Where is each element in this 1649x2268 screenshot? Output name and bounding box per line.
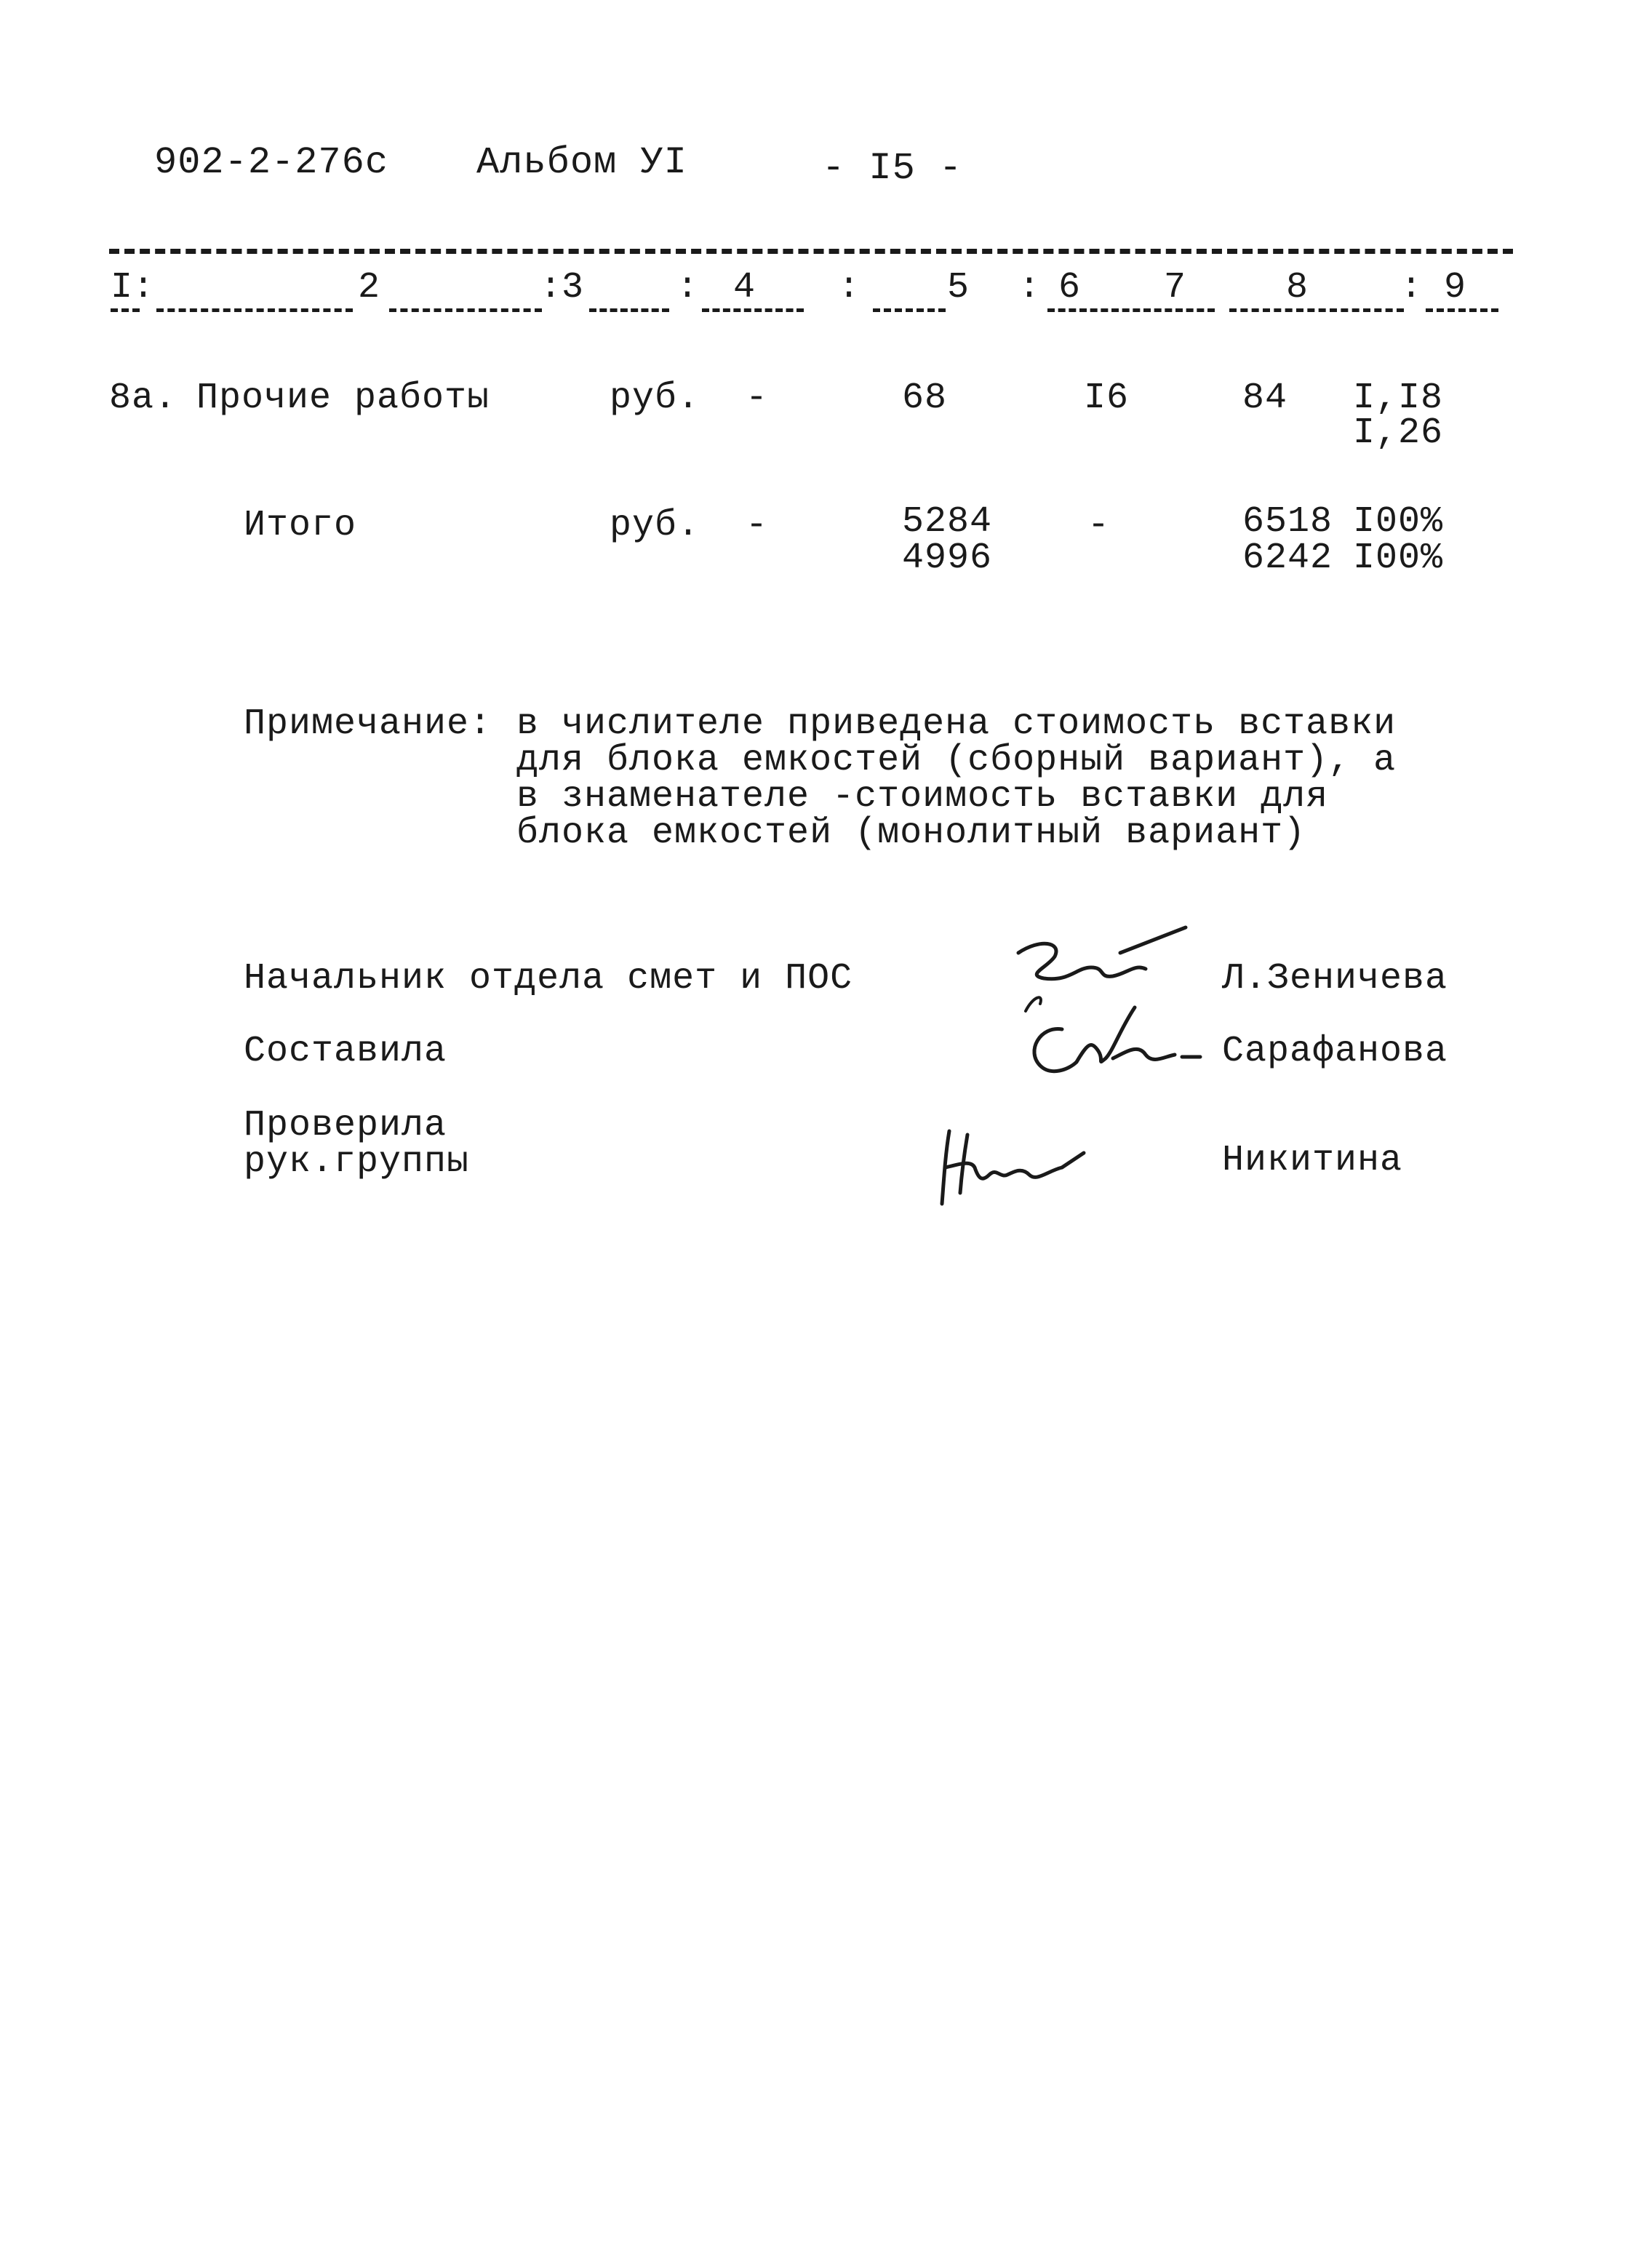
column-underline [589,308,669,312]
note-line: блока емкостей (монолитный вариант) [516,812,1306,854]
column-number-6: 6 [1058,267,1081,308]
row-col8: 84 [1242,378,1288,419]
column-underline [156,308,353,312]
column-underline [702,308,804,312]
column-underline [111,308,140,312]
column-number-7: 7 [1164,267,1186,308]
total-col9-top: I00% [1353,501,1444,543]
column-number-2: 2 [358,267,380,308]
column-underline [873,308,946,312]
total-unit: руб. [610,505,700,546]
row-col9-top: I,I8 [1353,378,1444,419]
signature-role: рук.группы [244,1141,470,1183]
signature-name: Сарафанова [1222,1031,1448,1072]
row-col9-bottom: I,26 [1353,412,1444,454]
page-number: - I5 - [822,147,963,190]
column-underline [1229,308,1404,312]
total-col8-top: 6518 [1242,501,1333,543]
column-underline [389,308,542,312]
handwritten-signature-3 [931,1124,1106,1211]
column-separator: : [838,267,861,308]
signature-role: Составила [244,1031,447,1072]
note-line: для блока емкостей (сборный вариант), а [516,740,1397,781]
total-col6: - [1087,505,1111,546]
column-underline [1047,308,1215,312]
column-number-8: 8 [1286,267,1309,308]
handwritten-signature-2 [1018,1000,1207,1087]
total-col9-bottom: I00% [1353,538,1444,579]
row-unit: руб. [610,378,700,419]
table-top-rule [109,249,1513,254]
total-col5-bottom: 4996 [902,538,993,579]
column-number-3: :3 [540,267,584,308]
column-underline [1426,308,1498,312]
total-col5-top: 5284 [902,501,993,543]
column-number-5: 5 [947,267,970,308]
column-separator: : [1018,267,1041,308]
column-separator: : [676,267,699,308]
row-col4: - [746,378,769,419]
column-number-4: 4 [733,267,756,308]
total-label: Итого [244,505,357,546]
signature-role: Проверила [244,1105,447,1146]
row-col6: I6 [1084,378,1130,419]
note-line: в знаменателе -стоимость вставки для [516,776,1329,818]
row-name: Прочие работы [196,378,490,419]
note-label: Примечание: [244,703,492,745]
signature-role: Начальник отдела смет и ПОС [244,958,853,999]
row-number: 8а. [109,378,177,419]
doc-code: 902-2-276с [154,141,389,184]
column-number-9: 9 [1444,267,1466,308]
signature-name: Никитина [1222,1140,1403,1181]
column-separator: : [1400,267,1423,308]
row-col5: 68 [902,378,948,419]
total-col4: - [746,505,769,546]
signature-name: Л.Зеничева [1222,958,1448,999]
note-line: в числителе приведена стоимость вставки [516,703,1397,745]
total-col8-bottom: 6242 [1242,538,1333,579]
album-label: Альбом УI [476,141,687,184]
column-number-1: I: [111,267,155,308]
